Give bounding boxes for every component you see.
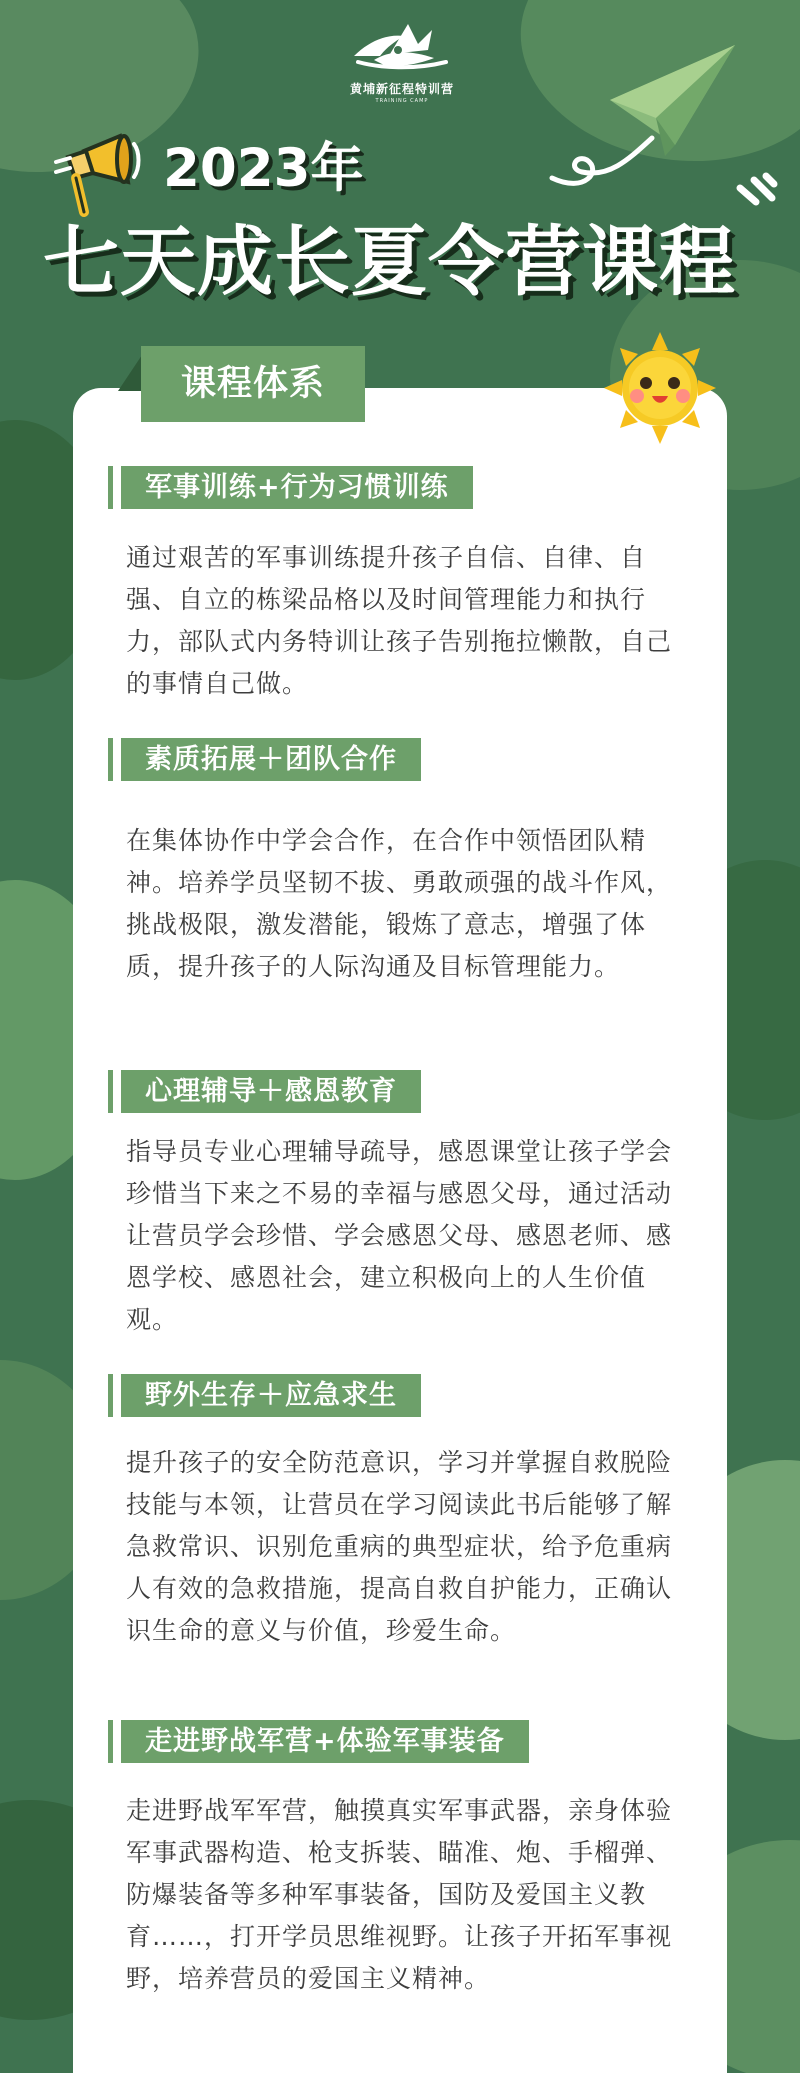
section-description: 指导员专业心理辅导疏导，感恩课堂让孩子学会珍惜当下来之不易的幸福与感恩父母，通过活动让营员学会珍惜、学会感恩父母、感恩老师、感恩学校、感恩社会，建立积极向上的人生价值观。 <box>126 1137 673 1334</box>
sparkle-icon <box>732 168 782 218</box>
page-title: 七天成长夏令营课程 <box>43 217 736 306</box>
section-military-training <box>108 466 688 705</box>
section-title: 素质拓展＋团队合作 <box>121 738 421 781</box>
logo-title: 黄埔新征程特训营 <box>349 82 454 96</box>
section-description: 通过艰苦的军事训练提升孩子自信、自律、自强、自立的栋梁品格以及时间管理能力和执行力，部队式内务特训让孩子告别拖拉懒散，自己的事情自己做。 <box>126 543 673 698</box>
section-header <box>108 466 688 509</box>
section-accent-bar <box>108 738 113 781</box>
section-accent-bar <box>108 1374 113 1417</box>
section-description: 在集体协作中学会合作，在合作中领悟团队精神。培养学员坚韧不拔、勇敢顽强的战斗作风，挑战极限，激发潜能，锻炼了意志，增强了体质，提升孩子的人际沟通及目标管理能力。 <box>126 826 673 981</box>
section-title: 野外生存＋应急求生 <box>121 1374 421 1417</box>
section-title: 军事训练+行为习惯训练 <box>121 466 473 509</box>
section-header <box>108 738 688 781</box>
year-title: 2023年 <box>163 138 364 199</box>
section-title: 走进野战军营+体验军事装备 <box>121 1720 529 1763</box>
section-title: 心理辅导＋感恩教育 <box>121 1070 421 1113</box>
megaphone-icon <box>48 126 144 224</box>
section-accent-bar <box>108 1720 113 1763</box>
section-team-building <box>108 738 688 988</box>
camp-logo <box>338 16 466 110</box>
section-header <box>108 1374 688 1417</box>
section-counseling-gratitude <box>108 1070 688 1341</box>
section-accent-bar <box>108 466 113 509</box>
section-survival-rescue <box>108 1374 688 1652</box>
section-header <box>108 1720 688 1763</box>
section-description: 提升孩子的安全防范意识，学习并掌握自救脱险技能与本领，让营员在学习阅读此书后能够了解急救常识、识别危重病的典型症状，给予危重病人有效的急救措施，提高自救自护能力，正确认识生命的意义与价值，珍爱生命。 <box>126 1448 673 1645</box>
section-field-army-equipment <box>108 1720 688 2000</box>
eagle-logo-icon <box>346 16 458 78</box>
smiling-sun-icon <box>604 332 716 444</box>
section-header <box>108 1070 688 1113</box>
section-accent-bar <box>108 1070 113 1113</box>
logo-subtitle: TRAINING CAMP <box>375 98 429 104</box>
course-system-tab: 课程体系 <box>141 346 365 422</box>
paper-plane-icon <box>532 28 752 188</box>
section-description: 走进野战军军营，触摸真实军事武器，亲身体验军事武器构造、枪支拆装、瞄准、炮、手榴弹、防爆装备等多种军事装备，国防及爱国主义教育……，打开学员思维视野。让孩子开拓军事视野，培养营员的爱国主义精神。 <box>126 1796 673 1993</box>
